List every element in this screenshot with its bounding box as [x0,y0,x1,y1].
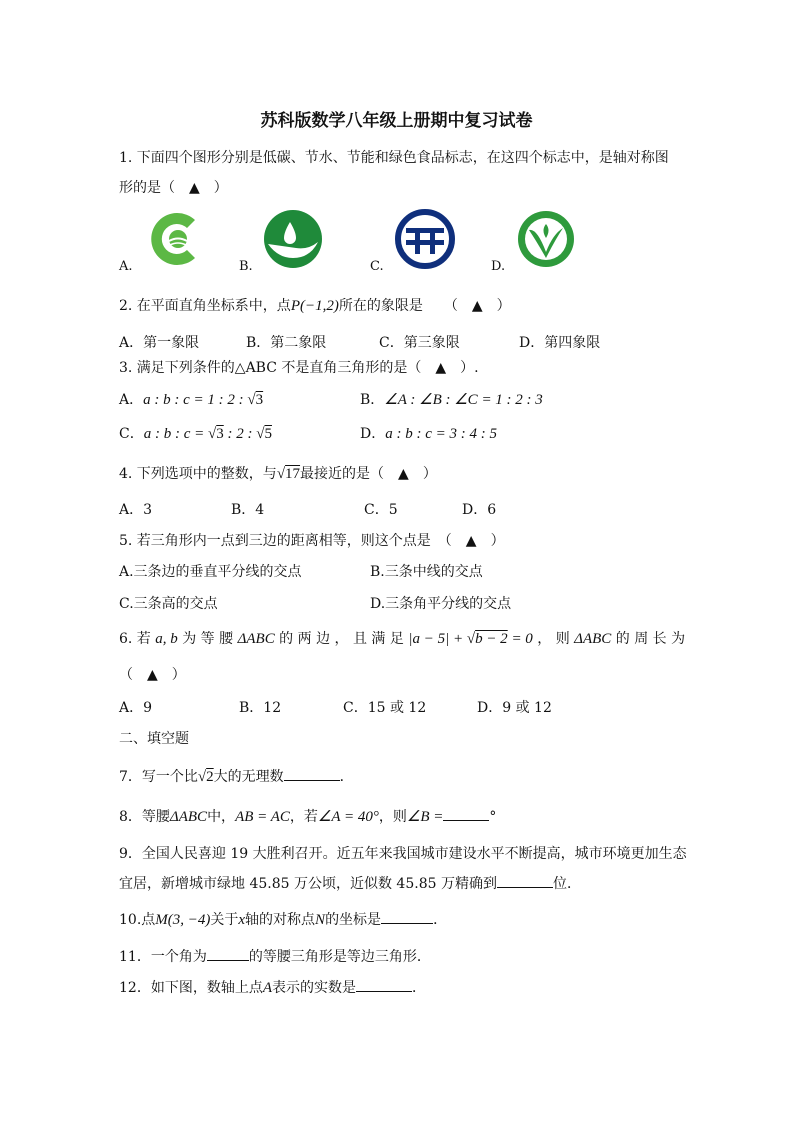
q2-point-math: P(−1,2) [290,298,339,314]
q6-text-1: 6. 若 [119,631,156,647]
section-heading-fill-in: 二、填空题 [119,731,189,747]
q1-line2: 形的是（ ▲ ） [119,180,228,196]
q8-math-equal-sides: AB = AC [235,809,290,825]
q3-text: 3. 满足下列条件的△ABC 不是直角三角形的是（ ▲ ）. [119,360,479,376]
q7-radicand: 2 [206,769,214,785]
q7-text-pre: 7．写一个比 [119,769,198,785]
q4-text-pre: 4. 下列选项中的整数，与 [119,466,277,482]
q2-text-post: 所在的象限是 （ ▲ ） [338,298,511,314]
q10-math-n: N [315,912,326,928]
q6-math-condition-b: = 0 [507,631,533,647]
q10-text-end: ． [433,912,448,928]
q6-option-b: B．12 [239,700,282,716]
q6-option-c: C．15 或 12 [343,700,427,716]
q3-c-radicand-1: 3 [216,426,224,442]
q7-answer-blank[interactable] [284,766,340,781]
q3-c-sqrt-sign-2: √ [256,426,265,442]
q12-text-pre: 12．如下图，数轴上点 [119,980,263,996]
q3-a-radicand: 3 [255,392,264,408]
q4-sqrt-sign: √ [276,466,286,482]
q8-text-mid2: ，若 [289,809,318,825]
q2-option-b: B．第二象限 [246,335,327,351]
q3-d-label: D． [360,426,386,442]
energy-saving-logo-icon [394,208,456,270]
q1-label-d: D. [491,259,506,274]
water-saving-logo-icon [262,208,324,270]
page-title: 苏科版数学八年级上册期中复习试卷 [260,111,533,131]
q7-text-end: ． [339,769,354,785]
q11-line [119,946,431,966]
q4-option-d: D．6 [462,502,497,518]
q6-option-a: A．9 [119,700,153,716]
q3-option-b [360,389,543,409]
q11-text-pre: 11．一个角为 [119,949,207,965]
q10-text-post: 的坐标是 [325,912,382,928]
q3-d-math: a : b : c = 3 : 4 : 5 [385,426,497,442]
q12-text-end: ． [412,980,426,996]
q8-text-mid: 中， [207,809,236,825]
q10-line [119,909,447,929]
q5-option-b: B.三条中线的交点 [370,564,483,580]
q7-text-post: 大的无理数 [213,769,284,785]
q2-text-pre: 2. 在平面直角坐标系中，点 [119,298,291,314]
q3-c-sqrt-sign-1: √ [208,426,217,442]
q4-option-c: C．5 [364,502,398,518]
q5-option-c: C.三条高的交点 [119,596,218,612]
q3-a-math: a : b : c = 1 : 2 : [143,392,248,408]
q11-answer-blank[interactable] [207,946,249,961]
q8-line [119,806,496,826]
q3-a-sqrt-sign: √ [247,392,256,408]
q3-c-math1: a : b : c = [143,426,208,442]
q5-option-d: D.三条角平分线的交点 [370,596,512,612]
q8-text-mid3: ，则 [378,809,407,825]
q6-text-2: 为 等 腰 [177,631,238,647]
q3-b-label: B． [360,392,385,408]
q6-math-radicand: b − 2 [475,631,508,647]
q3-option-d [360,423,497,443]
q4-text-post: 最接近的是（ ▲ ） [300,466,437,482]
q5-option-a: A.三条边的垂直平分线的交点 [119,564,302,580]
q10-math-x: x [238,912,246,928]
q3-c-label: C． [119,426,144,442]
q6-text-3: 的 两 边 ， 且 满 足 [274,631,409,647]
q8-answer-blank[interactable] [443,806,489,821]
q6-line1 [119,628,685,648]
q12-text-post: 表示的实数是 [272,980,356,996]
q5-text: 5. 若三角形内一点到三边的距离相等，则这个点是 （ ▲ ） [119,533,505,549]
q9-text: 宜居，新增城市绿地 45.85 万公顷，近似数 45.85 万精确到 [119,876,497,892]
q12-line [119,977,426,997]
q3-b-math: ∠A : ∠B : ∠C = 1 : 2 : 3 [384,392,543,408]
q6-line2: （ ▲ ） [119,667,186,683]
q3-a-label: A． [119,392,144,408]
q8-degree: ° [489,809,497,825]
q2-option-d: D．第四象限 [519,335,601,351]
q12-answer-blank[interactable] [356,977,412,992]
q10-text-mid: 关于 [210,912,239,928]
q1-label-a: A. [119,259,133,274]
q4-option-a: A．3 [119,502,153,518]
q4-line [119,463,437,483]
q3-option-a [119,389,263,409]
q9-answer-blank[interactable] [497,873,553,888]
q10-text-pre: 10.点 [119,912,156,928]
q10-math-point-m: M(3, −4) [155,912,211,928]
q6-math-ab: a, b [155,631,178,647]
q2-option-c: C．第三象限 [379,335,460,351]
q10-answer-blank[interactable] [381,909,433,924]
q1-label-c: C. [370,259,384,274]
q6-sqrt-sign: √ [466,631,476,647]
q11-text-post: 的等腰三角形是等边三角形． [248,949,431,965]
q7-sqrt-sign: √ [197,769,207,785]
q6-math-triangle-1: ΔABC [237,631,275,647]
q8-math-triangle: ΔABC [169,809,208,825]
q4-radicand: 17 [285,466,301,482]
q9-line1: 9．全国人民喜迎 19 大胜利召开。近五年来我国城市建设水平不断提高，城市环境更加生态 [119,846,687,862]
q4-option-b: B．4 [231,502,265,518]
q12-math-a: A [262,980,272,996]
q6-math-condition-a: |a − 5| + [408,631,467,647]
q2-line [119,295,511,315]
q8-math-angle-b: ∠B = [406,809,444,825]
q6-math-triangle-2: ΔABC [574,631,612,647]
q9-text-end: 位． [552,876,581,892]
q1-line1: 1. 下面四个图形分别是低碳、节水、节能和绿色食品标志，在这四个标志中，是轴对称图 [119,150,669,166]
q6-text-4: ， 则 [532,631,575,647]
q9-line2 [119,873,581,893]
green-food-logo-icon [515,208,577,270]
q3-c-math2: : 2 : [223,426,257,442]
q3-c-radicand-2: 5 [264,426,272,442]
low-carbon-logo-icon [143,208,205,270]
q6-text-5: 的 周 长 为 [611,631,686,647]
q10-text-mid2: 轴的对称点 [245,912,316,928]
q8-text-pre: 8．等腰 [119,809,170,825]
q1-label-b: B. [239,259,253,274]
q7-line [119,766,354,786]
q2-option-a: A．第一象限 [119,335,200,351]
q3-option-c [119,423,272,443]
q6-option-d: D．9 或 12 [477,700,552,716]
q8-math-angle-a: ∠A = 40° [317,809,379,825]
